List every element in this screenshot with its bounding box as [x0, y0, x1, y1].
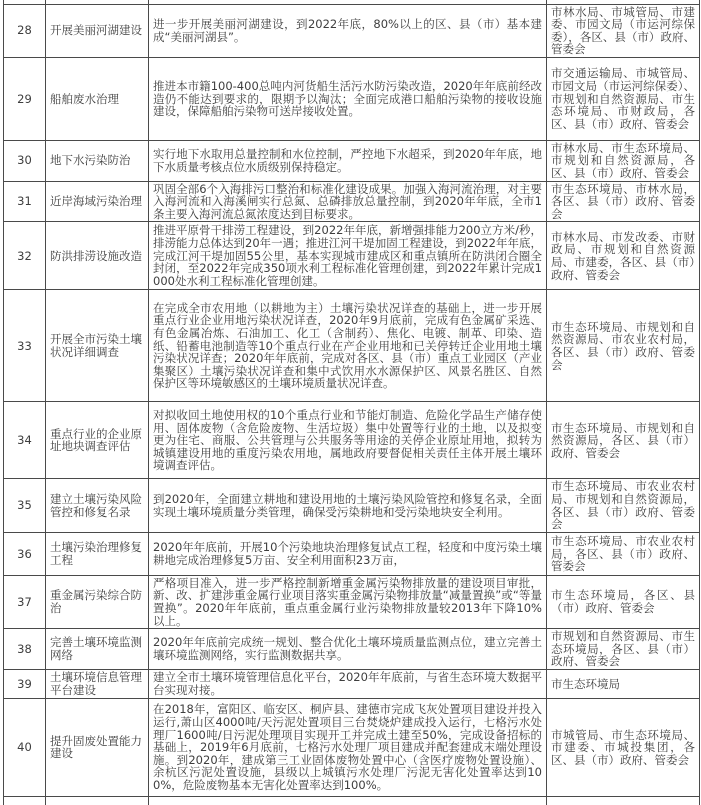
task-measures: 推进本市籍100-400总吨内河货船生活污水防污染改造，2020年年底前经改造仍不能达到要求的，限期予以淘汰；全面完成港口船舶污染物的接收设施建设，保障船舶污染物可送岸接收处置。: [149, 57, 547, 140]
row-number: 38: [4, 629, 46, 670]
table-row: [4, 290, 700, 402]
table-row: [4, 181, 700, 222]
task-departments: 市生态环境局、市规划和自然资源局，各区、县（市）政府、管委会: [547, 402, 700, 479]
task-measures: 到2020年，全面建立耕地和建设用地的土壤污染风险管控和修复名录，全面实现土壤环境质量分类管理，确保受污染耕地和受污染地块安全利用。: [149, 479, 547, 532]
task-name: 防洪排涝设施改造: [46, 222, 149, 290]
task-departments: 市生态环境局，各区、县（市）政府、管委会: [547, 575, 700, 628]
task-name: 建立土壤污染风险管控和修复名录: [46, 479, 149, 532]
row-number: 29: [4, 57, 46, 140]
task-measures: 进一步开展美丽河湖建设，到2022年底，80%以上的区、县（市）基本建成“美丽河湖县”。: [149, 4, 547, 57]
task-departments: 市林水局、市生态环境局、市规划和自然资源局，各区、县（市）政府、管委会: [547, 140, 700, 181]
task-name: 重金属污染综合防治: [46, 575, 149, 628]
row-number: 32: [4, 222, 46, 290]
task-name: 提升固废处置能力建设: [46, 698, 149, 796]
table-row: [4, 222, 700, 290]
row-number: 35: [4, 479, 46, 532]
task-measures: 推进平原骨干排涝工程建设，到2022年年底，新增强排能力200立方米/秒，排涝能力总体达到20年一遇；推进江河干堤加固工程建设，到2022年年底，完成江河干堤加固55公里，基本实现城市建成区和重点镇所在防洪闭合圈全封闭，至2022年完成350项水利工程标准化管理创建，到2022年累计完成1000处水利工程标准化管理创建。: [149, 222, 547, 290]
row-number: 28: [4, 4, 46, 57]
table-row: [4, 532, 700, 575]
task-name: 近岸海域污染治理: [46, 181, 149, 222]
task-name: 船舶废水治理: [46, 57, 149, 140]
clipped-row-bottom: [4, 796, 700, 805]
task-departments: [547, 796, 700, 805]
task-measures: 2020年年底前完成统一规划、整合优化土壤环境质量监测点位，建立完善土壤环境监测网络，实行监测数据共享。: [149, 629, 547, 670]
task-responsibility-table: [3, 0, 700, 805]
task-name: 开展全市污染土壤状况详细调查: [46, 290, 149, 402]
table-row: [4, 575, 700, 628]
task-departments: 市林水局、市发改委、市财政局、市规划和自然资源局、市建委，各区、县（市）政府、管委会: [547, 222, 700, 290]
table-row: [4, 479, 700, 532]
row-number: 34: [4, 402, 46, 479]
task-measures: 在2018年，富阳区、临安区、桐庐县、建德市完成飞灰处置项目建设并投入运行,萧山区4000吨/天污泥处置项目三台焚烧炉建成投入运行，七格污水处理厂1600吨/日污泥处理项目实现开工并完成土建至50%，完成设备招标的基础上，2019年6月底前，七格污水处理厂项目建成并配套建成末端处理设施。到2020年，建成第三工业固体废物处置中心（含医疗废物处置设施）、余杭区污泥处置设施，县级以上城镇污水处理厂污泥无害化处置率达到100%，危险废物基本无害化处置率达到100%。: [149, 698, 547, 796]
table-row: [4, 4, 700, 57]
table-row: [4, 629, 700, 670]
task-departments: 市交通运输局、市城管局、市园文局（市运河综保委）、市规划和自然资源局、市生态环境局、市财政局，各区、县（市）政府、管委会: [547, 57, 700, 140]
table-row: [4, 698, 700, 796]
task-measures: 建立全市土壤环境管理信息化平台，2020年年底前，与省生态环境大数据平台实现对接。: [149, 669, 547, 698]
task-departments: 市生态环境局、市林水局，各区、县（市）政府、管委会: [547, 181, 700, 222]
row-number: [4, 796, 46, 805]
task-departments: 市城管局、市生态环境局、市建委、市城投集团，各区、县（市）政府、管委会: [547, 698, 700, 796]
task-measures: 实行地下水取用总量控制和水位控制，严控地下水超采，到2020年年底，地下水质量考核点位水质级别保持稳定。: [149, 140, 547, 181]
row-number: 33: [4, 290, 46, 402]
table-row: [4, 402, 700, 479]
task-measures: 巩固全部6个入海排污口整治和标准化建设成果。加强入海河流治理，对主要入海河流和入海溪闸实行总氮、总磷排放总量控制，到2020年年底，全市1条主要入海河流总氮浓度达到目标要求。: [149, 181, 547, 222]
row-number: 39: [4, 669, 46, 698]
task-name: 开展美丽河湖建设: [46, 4, 149, 57]
task-measures: 严格项目准入，进一步严格控制新增重金属污染物排放量的建设项目审批，新、改、扩建涉重金属行业项目落实重金属污染物排放量“减量置换”或“等量置换”。2020年年底前，重点重金属行业污染物排放量较2013年下降10%以上。: [149, 575, 547, 628]
task-departments: 市规划和自然资源局、市生态环境局，各区、县（市）政府、管委会: [547, 629, 700, 670]
row-number: 40: [4, 698, 46, 796]
task-departments: 市生态环境局: [547, 669, 700, 698]
task-name: 土壤污染治理修复工程: [46, 532, 149, 575]
task-departments: 市生态环境局、市规划和自然资源局、市农业农村局，各区、县（市）政府、管委会: [547, 290, 700, 402]
table-row: [4, 669, 700, 698]
task-name: 完善土壤环境监测网络: [46, 629, 149, 670]
task-measures: 2020年年底前，开展10个污染地块治理修复试点工程，轻度和中度污染土壤耕地完成治理修复5万亩、安全利用面积23万亩，: [149, 532, 547, 575]
row-number: 37: [4, 575, 46, 628]
task-measures: 对拟收回土地使用权的10个重点行业和节能灯制造、危险化学品生产储存使用、固体废物（含危险废物、生活垃圾）集中处置等行业的土地，以及拟变更为住宅、商服、公共管理与公共服务等用途的关停企业原址用地，拟转为城镇建设用地的重度污染农用地，属地政府要督促相关责任主体开展土壤环境调查评估。: [149, 402, 547, 479]
task-departments: 市生态环境局、市农业农村局、市规划和自然资源局，各区、县（市）政府、管委会: [547, 479, 700, 532]
table-row: [4, 57, 700, 140]
task-name: 地下水污染防治: [46, 140, 149, 181]
task-name: 重点行业的企业原址地块调查评估: [46, 402, 149, 479]
task-departments: 市林水局、市城管局、市建委、市园文局（市运河综保委），各区、县（市）政府、管委会: [547, 4, 700, 57]
task-measures: [149, 796, 547, 805]
task-measures: 在完成全市农用地（以耕地为主）土壤污染状况详查的基础上，进一步开展重点行业企业用地污染状况详查，2020年9月底前，完成有色金属矿采选、有色金属冶炼、石油加工、化工（含制药）、焦化、电镀、制革、印染、造纸、铅蓄电池制造等10个重点行业在产企业用地和已关停转迁企业用地土壤污染状况详查；2020年年底前，完成对各区、县（市）重点工业园区（产业集聚区）土壤污染状况详查和集中式饮用水水源保护区、风景名胜区、自然保护区等环境敏感区的土壤环境质量状况详查。: [149, 290, 547, 402]
row-number: 31: [4, 181, 46, 222]
task-name: [46, 796, 149, 805]
task-departments: 市生态环境局、市农业农村局，各区、县（市）政府、管委会: [547, 532, 700, 575]
row-number: 36: [4, 532, 46, 575]
task-name: 土壤环境信息管理平台建设: [46, 669, 149, 698]
table-row: [4, 140, 700, 181]
row-number: 30: [4, 140, 46, 181]
